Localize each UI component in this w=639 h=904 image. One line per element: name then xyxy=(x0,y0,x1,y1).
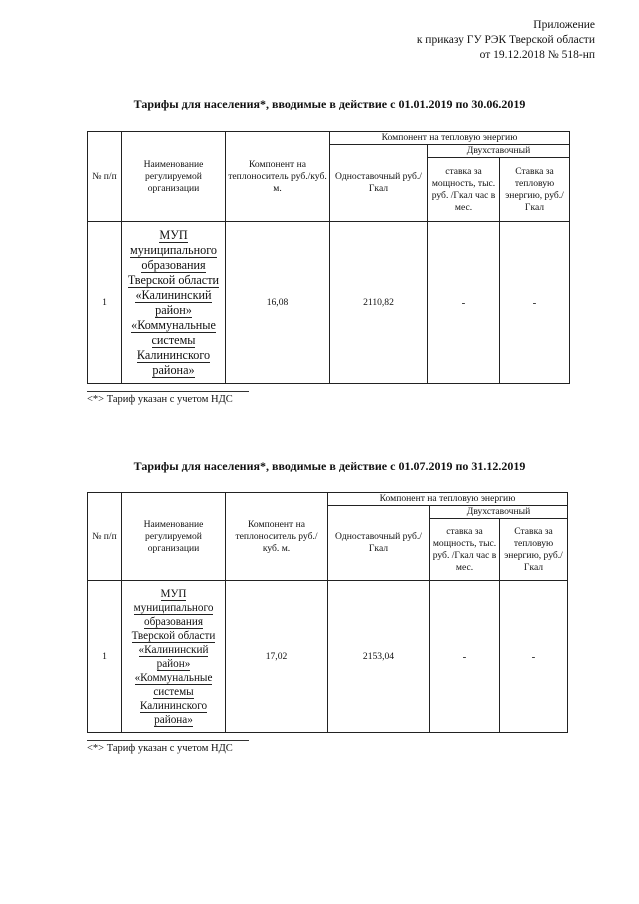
header-two-rate: Двухставочный xyxy=(428,145,570,158)
header-org: Наименование регулируемой организации xyxy=(122,493,226,581)
org-name: МУП муниципального образования Тверской области «Калининский район» «Коммунальные системы Калининского района» xyxy=(131,587,216,726)
org-name: МУП муниципального образования Тверской области «Калининский район» «Коммунальные системы Калининского района» xyxy=(127,227,220,377)
cell-carrier: 16,08 xyxy=(226,222,330,384)
cell-num: 1 xyxy=(88,222,122,384)
tariff-section-2 xyxy=(0,458,639,754)
cell-energy-rate: - xyxy=(500,222,570,384)
header-org: Наименование регулируемой организации xyxy=(122,132,226,222)
appendix-date: от 19.12.2018 № 518-нп xyxy=(479,49,595,61)
header-single: Одноставочный руб./Гкал xyxy=(330,145,428,222)
header-energy-group: Компонент на тепловую энергию xyxy=(330,132,570,145)
footnote-2: <*> Тариф указан с учетом НДС xyxy=(87,740,249,755)
tariff-table-2 xyxy=(87,492,568,733)
header-energy-rate: Ставка за тепловую энергию, руб./Гкал xyxy=(500,158,570,222)
table-row xyxy=(88,222,570,384)
cell-org xyxy=(122,581,226,733)
cell-org xyxy=(122,222,226,384)
cell-capacity: - xyxy=(428,222,500,384)
cell-energy-rate: - xyxy=(500,581,568,733)
tariff-title-2: Тарифы для населения*, вводимые в действие с 01.07.2019 по 31.12.2019 xyxy=(133,459,526,473)
header-capacity: ставка за мощность, тыс. руб. /Гкал час в мес. xyxy=(430,519,500,581)
header-carrier: Компонент на теплоноситель руб./куб. м. xyxy=(226,493,328,581)
cell-single: 2153,04 xyxy=(328,581,430,733)
tariff-title-1: Тарифы для населения*, вводимые в действие с 01.01.2019 по 30.06.2019 xyxy=(133,97,526,111)
header-num: № п/п xyxy=(88,493,122,581)
header-energy-group: Компонент на тепловую энергию xyxy=(328,493,568,506)
header-two-rate: Двухставочный xyxy=(430,506,568,519)
header-single: Одноставочный руб./Гкал xyxy=(328,506,430,581)
footnote-1: <*> Тариф указан с учетом НДС xyxy=(87,391,249,406)
header-capacity: ставка за мощность, тыс. руб. /Гкал час в мес. xyxy=(428,158,500,222)
appendix-order: к приказу ГУ РЭК Тверской области xyxy=(416,34,595,46)
header-carrier: Компонент на теплоноситель руб./куб. м. xyxy=(226,132,330,222)
tariff-section-1 xyxy=(0,96,639,405)
tariff-table-1 xyxy=(87,131,570,384)
appendix-title: Приложение xyxy=(533,19,595,31)
header-num: № п/п xyxy=(88,132,122,222)
cell-carrier: 17,02 xyxy=(226,581,328,733)
cell-capacity: - xyxy=(430,581,500,733)
cell-num: 1 xyxy=(88,581,122,733)
cell-single: 2110,82 xyxy=(330,222,428,384)
appendix-block xyxy=(417,18,595,63)
table-row xyxy=(88,581,568,733)
header-energy-rate: Ставка за тепловую энергию, руб./Гкал xyxy=(500,519,568,581)
